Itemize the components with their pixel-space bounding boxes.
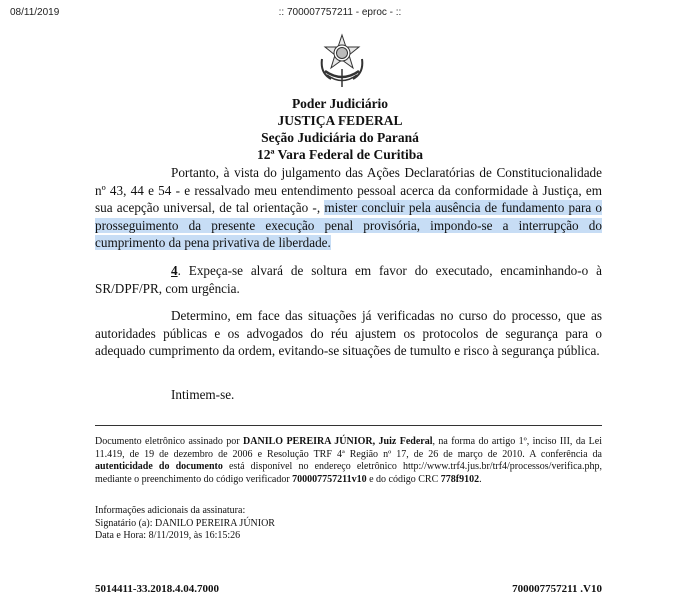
release-order-paragraph: [95, 262, 602, 297]
court-power: Poder Judiciário: [291, 96, 389, 111]
court-section: Seção Judiciária do Paraná: [261, 130, 419, 145]
info-datetime: Data e Hora: 8/11/2019, às 16:15:26: [95, 530, 241, 541]
divider: [95, 425, 602, 426]
print-date: 08/11/2019: [10, 7, 60, 18]
sig-text-1: Documento eletrônico assinado por: [95, 436, 244, 447]
signer-name: DANILO PEREIRA JÚNIOR, Juiz Federal: [243, 436, 433, 447]
decision-paragraph: [95, 164, 602, 252]
security-text: Determino, em face das situações já verificadas no curso do processo, que as autoridades públicas e os advogados do réu ajustem os protocolos de segurança para o adequado cumprimento da ordem, evitando-se situações de tumulto e risco à segurança pública.: [95, 308, 602, 358]
intimation-text: Intimem-se.: [171, 387, 235, 402]
decision-text: Portanto, à vista do julgamento das Ações Declaratórias de Constitucionalidade nº 43, 44 e 54 - e ressalvado meu entendimento pessoal acerca da conformidade à Justiça, em sua acepção universal, de tal orientação -,: [95, 165, 602, 215]
sig-text-5: .: [479, 473, 482, 485]
court-vara: 12ª Vara Federal de Curitiba: [256, 147, 424, 162]
sig-text-2: , na forma do artigo 1º, inciso III, da Lei 11.419, de 19 de dezembro de 2006 e Resolução TRF 4ª Região nº 17, de 26 de março de 2010. A conferência da: [95, 436, 602, 460]
court-heading: [0, 95, 680, 163]
court-justice: JUSTIÇA FEDERAL: [277, 113, 403, 128]
release-order-text: . Expeça-se alvará de soltura em favor do executado, encaminhando-o à SR/DPF/PR, com urgência.: [95, 263, 602, 296]
document-version: 700007757211 .V10: [512, 583, 602, 595]
process-number: 5014411-33.2018.4.04.7000: [95, 583, 220, 595]
highlighted-text[interactable]: mister concluir pela ausência de fundamento para o prosseguimento da presente execução penal provisória, impondo-se a interrupção do cumprimento da pena privativa de liberdade.: [95, 200, 602, 250]
signature-info: [95, 505, 602, 543]
info-signer: Signatário (a): DANILO PEREIRA JÚNIOR: [95, 517, 275, 529]
crc-code: 778f9102: [440, 473, 480, 485]
sig-text-3: está disponível no endereço eletrônico http://www.trf4.jus.br/trf4/processos/verifica.php, mediante o preenchimento do código verificador: [95, 461, 602, 485]
verifier-code: 700007757211v10: [292, 473, 367, 485]
sig-text-4: e do código CRC: [366, 473, 441, 485]
security-paragraph: [95, 307, 602, 360]
info-title: Informações adicionais da assinatura:: [95, 505, 246, 516]
intimation-paragraph: [95, 386, 602, 404]
item-number: 4: [171, 263, 178, 278]
authenticity-label: autenticidade do documento: [95, 461, 223, 472]
electronic-signature-notice: [95, 436, 602, 486]
print-page-title: :: 700007757211 - eproc - ::: [278, 7, 402, 18]
republic-coat-of-arms-icon: [319, 33, 365, 89]
